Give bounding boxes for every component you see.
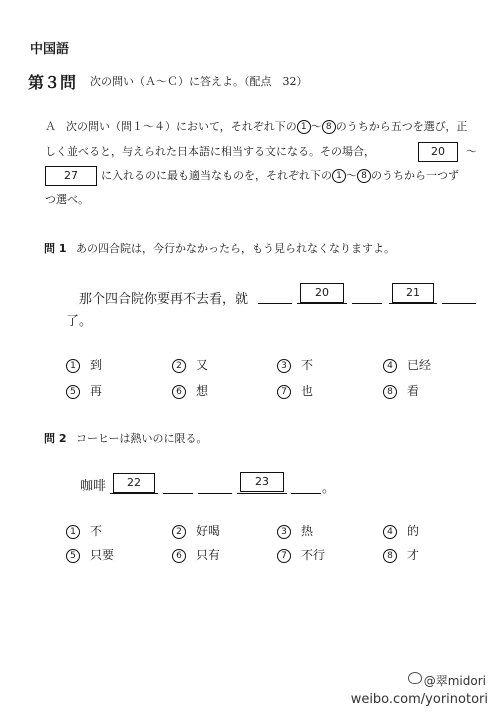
q1-option-6: [172, 382, 208, 399]
circled-number-icon: 1: [297, 120, 311, 134]
circled-number-icon: 7: [277, 549, 291, 563]
weibo-logo-icon: [408, 672, 422, 684]
circled-number-icon: 8: [357, 169, 371, 183]
q1-option-5: [66, 382, 102, 399]
q1-blank: [389, 303, 437, 304]
q1-sentence-end: 了。: [66, 314, 93, 329]
circled-number-icon: 8: [322, 120, 336, 134]
q2-option-5: [66, 546, 114, 563]
q2-sentence-end: 。: [322, 481, 336, 496]
circled-number-icon: 4: [383, 525, 397, 539]
question-instruction: 次の問い（Ａ～Ｃ）に答えよ。（配点 32）: [90, 75, 308, 88]
circled-number-icon: 2: [172, 359, 186, 373]
answer-box-20: 20: [418, 142, 458, 162]
option-text: 好喝: [196, 524, 221, 538]
circled-number-icon: 5: [66, 385, 80, 399]
answer-box-27: 27: [45, 166, 97, 186]
option-text: 再: [90, 384, 103, 398]
circled-number-icon: 3: [277, 525, 291, 539]
q2-option-3: [277, 522, 313, 539]
option-text: 已经: [407, 358, 432, 372]
q1-option-3: [277, 356, 313, 373]
q1-option-4: [383, 356, 431, 373]
q2-answer-box-22: 22: [113, 473, 155, 493]
q1-sentence-start: 那个四合院你要再不去看，就: [79, 292, 249, 307]
watermark-url: weibo.com/yorinotori: [350, 692, 488, 707]
q2-blank: [237, 493, 287, 494]
option-text: 只要: [90, 548, 115, 562]
section-a-tilde: ～: [310, 120, 322, 133]
option-text: 不: [301, 358, 314, 372]
q1-blank: [352, 303, 382, 304]
section-a-text: に入れるのに最も適当なものを，それぞれ下の: [101, 169, 332, 182]
section-a-text: 次の問い（問１～４）において，それぞれ下の: [66, 120, 297, 133]
section-a-tilde: ～: [346, 169, 357, 182]
q2-option-1: [66, 522, 102, 539]
q2-option-4: [383, 522, 419, 539]
option-text: 也: [301, 384, 314, 398]
option-text: 的: [407, 524, 420, 538]
q1-label: 問 1: [44, 242, 67, 255]
q2-blank: [110, 493, 158, 494]
section-a-line3: [101, 165, 459, 187]
option-text: 不行: [301, 548, 326, 562]
option-text: 想: [196, 384, 209, 398]
q1-answer-box-20: 20: [300, 283, 344, 303]
q2-sentence-start: 咖啡: [80, 479, 107, 494]
q1-blank: [258, 303, 292, 304]
q1-option-2: [172, 356, 208, 373]
q1-answer-box-21: 21: [392, 283, 434, 303]
circled-number-icon: 4: [383, 359, 397, 373]
q1-japanese: あの四合院は，今行かなかったら，もう見られなくなりますよ。: [76, 242, 395, 255]
q2-answer-box-23: 23: [240, 472, 284, 492]
subject-title: 中国語: [30, 42, 70, 57]
q1-option-1: [66, 356, 102, 373]
q2-label: 問 2: [44, 432, 67, 445]
circled-number-icon: 2: [172, 525, 186, 539]
circled-number-icon: 8: [383, 385, 397, 399]
q2-option-6: [172, 546, 220, 563]
section-a-tilde: ～: [466, 145, 477, 158]
section-a-text: のうちから五つを選び，正: [335, 120, 468, 133]
q2-option-2: [172, 522, 220, 539]
option-text: 只有: [196, 548, 221, 562]
option-text: 看: [407, 384, 420, 398]
q2-option-8: [383, 546, 419, 563]
q2-blank: [291, 493, 321, 494]
option-text: 到: [90, 358, 103, 372]
q2-blank: [163, 493, 193, 494]
section-a-line4: つ選べ。: [45, 193, 89, 206]
circled-number-icon: 1: [332, 169, 346, 183]
option-text: 才: [407, 548, 420, 562]
q2-blank: [198, 493, 232, 494]
question-number: 第３問: [28, 73, 77, 92]
section-a-label: Ａ: [45, 120, 56, 133]
option-text: 又: [196, 358, 209, 372]
q1-option-8: [383, 382, 419, 399]
circled-number-icon: 5: [66, 549, 80, 563]
circled-number-icon: 7: [277, 385, 291, 399]
circled-number-icon: 1: [66, 525, 80, 539]
option-text: 热: [301, 524, 314, 538]
q1-option-7: [277, 382, 313, 399]
circled-number-icon: 8: [383, 549, 397, 563]
section-a-line2: しく並べると，与えられた日本語に相当する文になる。その場合，: [45, 145, 375, 158]
q2-japanese: コーヒーは熱いのに限る。: [76, 432, 208, 445]
option-text: 不: [90, 524, 103, 538]
section-a-text: のうちから一つず: [371, 169, 459, 182]
circled-number-icon: 3: [277, 359, 291, 373]
q1-blank: [442, 303, 476, 304]
circled-number-icon: 6: [172, 385, 186, 399]
circled-number-icon: 1: [66, 359, 80, 373]
watermark-handle: @翠midori: [423, 674, 486, 688]
q2-option-7: [277, 546, 325, 563]
section-a-line1: [66, 116, 467, 138]
q1-blank: [297, 303, 347, 304]
circled-number-icon: 6: [172, 549, 186, 563]
